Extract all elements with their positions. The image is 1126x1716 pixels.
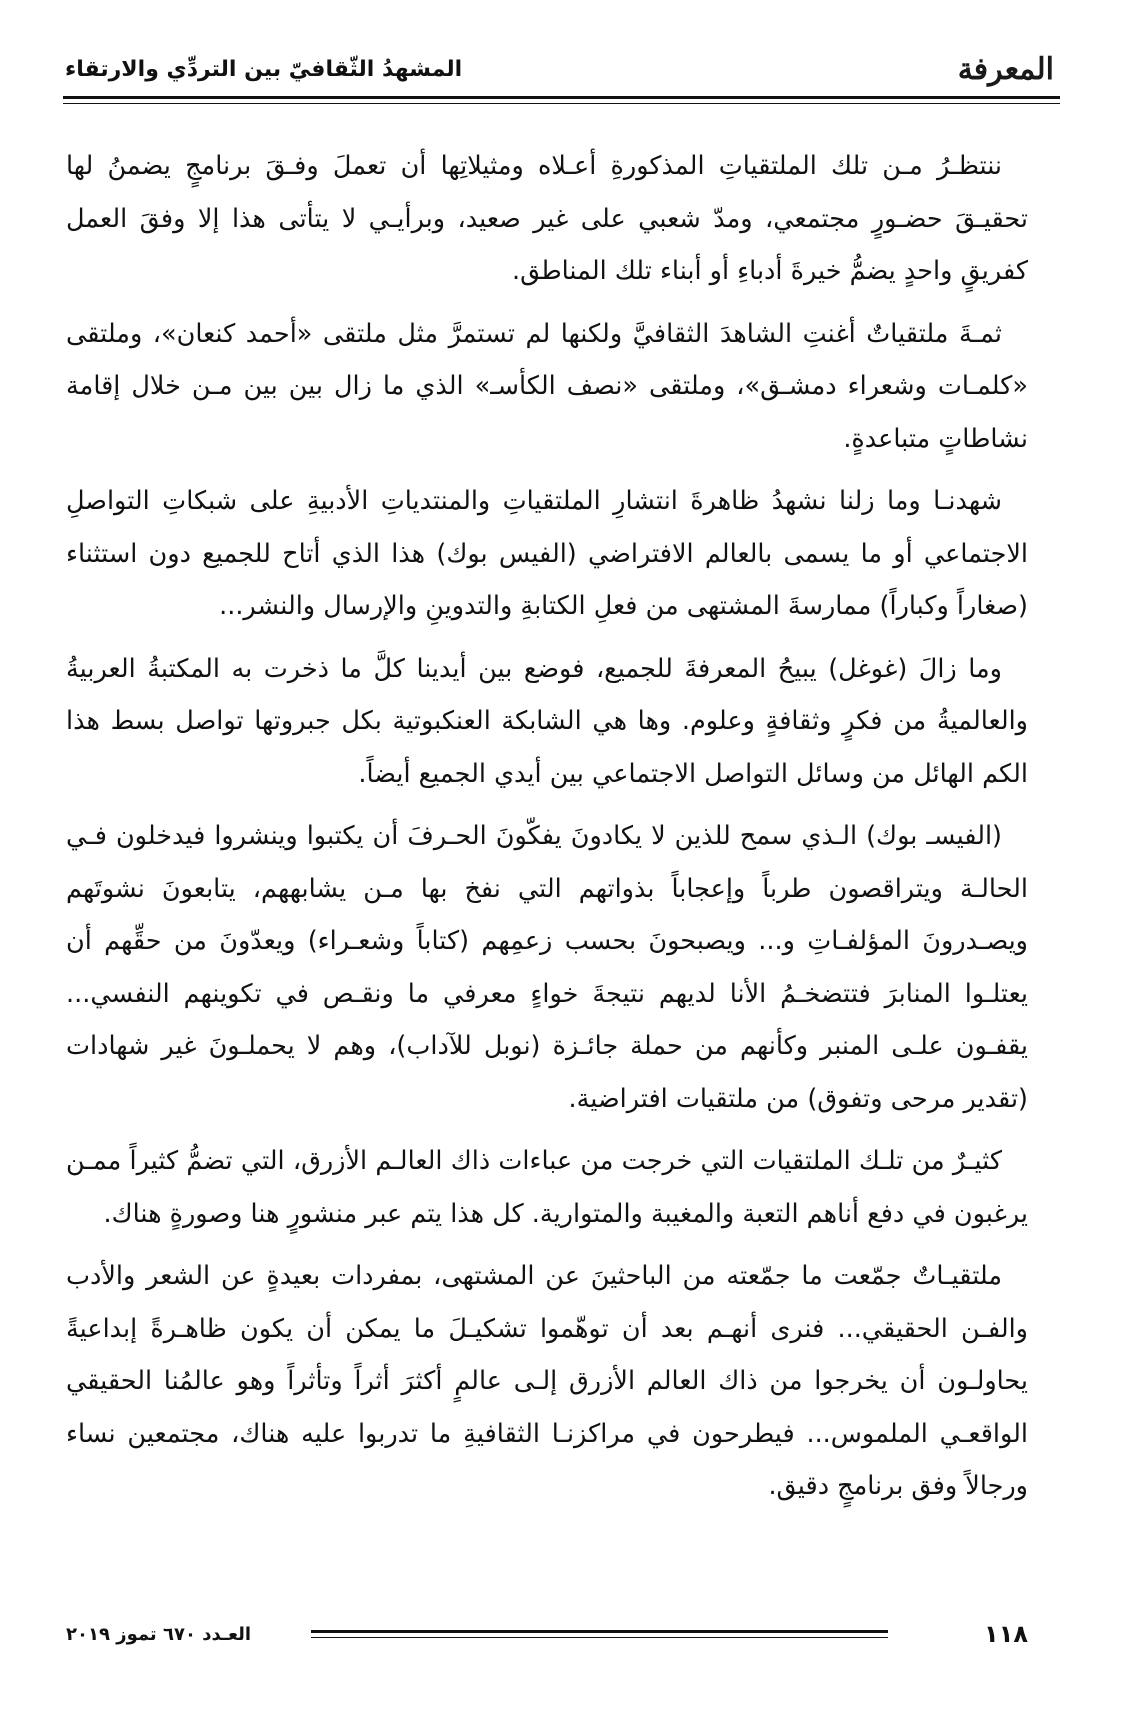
running-title: المشهدُ الثّقافيّ بين التردِّي والارتقاء: [65, 56, 463, 82]
footer-rule-thin: [311, 1637, 888, 1638]
paragraph-7: ملتقيـاتٌ جمّعت ما جمّعته من الباحثينَ عن المشتهى، بمفردات بعيدةٍ عن الشعر والأدب والفـن الحقيقي... فنرى أنهـم بعد أن توهّموا تشكيـلَ ما يمكن أن يكون ظاهـرةً إبداعيةً يحاولـون أن يخرجوا من ذاك العالم الأزرق إلـى عالمٍ أكثرَ أثراً وتأثراً وهو عالمُنا الحقيقي الواقعـي الملموس... فيطرحون في مراكزنـا الثقافيةِ ما تدربوا عليه هناك، مجتمعين نساء ورجالاً وفق برنامجٍ دقيق.: [66, 1261, 1028, 1501]
footer-rule-thick: [311, 1630, 888, 1633]
issue-info: العـدد ٦٧٠ تموز ٢٠١٩: [66, 1623, 252, 1645]
page-number: ١١٨: [984, 1620, 1028, 1648]
paragraph-4: وما زالَ (غوغل) يبيحُ المعرفةَ للجميع، فوضع بين أيدينا كلَّ ما ذخرت به المكتبةُ العربيةُ والعالميةُ من فكرٍ وثقافةٍ وعلوم. وها هي الشابكة العنكبوتية بكل جبروتها تواصل بسط هذا الكم الهائل من وسائل التواصل الاجتماعي بين أيدي الجميع أيضاً.: [66, 653, 1028, 789]
header-rule-thick: [63, 96, 1060, 99]
paragraph-1: ننتظـرُ مـن تلك الملتقياتِ المذكورةِ أعـلاه ومثيلاتِها أن تعملَ وفـقَ برنامجٍ يضمنُ لها تحقيـقَ حضـورٍ مجتمعي، ومدّ شعبي على غير صعيد، وبرأيـي لا يتأتى هذا إلا وفقَ العمل كفريقٍ واحدٍ يضمُّ خيرةَ أدباءِ أو أبناء تلك المناطق.: [66, 151, 1028, 286]
magazine-logo: المعرفة: [957, 51, 1054, 87]
article-body: [66, 140, 1028, 1523]
paragraph-6: كثيـرٌ من تلـك الملتقيات التي خرجت من عباءات ذاك العالـم الأزرق، التي تضمُّ كثيراً ممـن يرغبون في دفع أناهم التعبة والمغيبة والمتوارية. كل هذا يتم عبر منشورٍ هنا وصورةٍ هناك.: [66, 1146, 1028, 1229]
page-footer: [66, 1614, 1028, 1654]
paragraph-2: ثمـةَ ملتقياتٌ أغنتِ الشاهدَ الثقافيَّ ولكنها لم تستمرَّ مثل ملتقى «أحمد كنعان»، وملتقى «كلمـات وشعراء دمشـق»، وملتقى «نصف الكأسـ» الذي ما زال بين بين مـن خلال إقامة نشاطاتٍ متباعدةٍ.: [66, 318, 1028, 454]
page-header: [65, 44, 1054, 94]
paragraph-3: شهدنـا وما زلنا نشهدُ ظاهرةَ انتشارِ الملتقياتِ والمنتدياتِ الأدبيةِ على شبكاتِ التواصلِ الاجتماعي أو ما يسمى بالعالم الافتراضي (الفيس بوك) هذا الذي أتاح للجميع دون استثناء (صغاراً وكباراً) ممارسةَ المشتهى من فعلِ الكتابةِ والتدوينِ والإرسال والنشر...: [66, 486, 1028, 621]
footer-rule: [311, 1628, 888, 1640]
paragraph-5: (الفيسـ بوك) الـذي سمح للذين لا يكادونَ يفكّونَ الحـرفَ أن يكتبوا وينشروا فيدخلون فـي الحالـة ويتراقصون طرباً وإعجاباً بذواتهم التي نفخ بها مـن يشابههم، يتابعونَ نشوتَهم ويصـدرونَ المؤلفـاتِ و... ويصبحونَ بحسب زعمِهم (كتاباً وشعـراء) ويعدّونَ من حقِّهم أن يعتلـوا المنابرَ فتتضخـمُ الأنا لديهم نتيجةَ خواءٍ معرفي ما ونقـص في تكوينهم النفسي... يقفـون علـى المنبر وكأنهم من حملة جائـزة (نوبل للآداب)، وهم لا يحملـونَ غير شهادات (تقدير مرحى وتفوق) من ملتقيات افتراضية.: [66, 821, 1028, 1114]
header-rule-thin: [63, 103, 1060, 104]
